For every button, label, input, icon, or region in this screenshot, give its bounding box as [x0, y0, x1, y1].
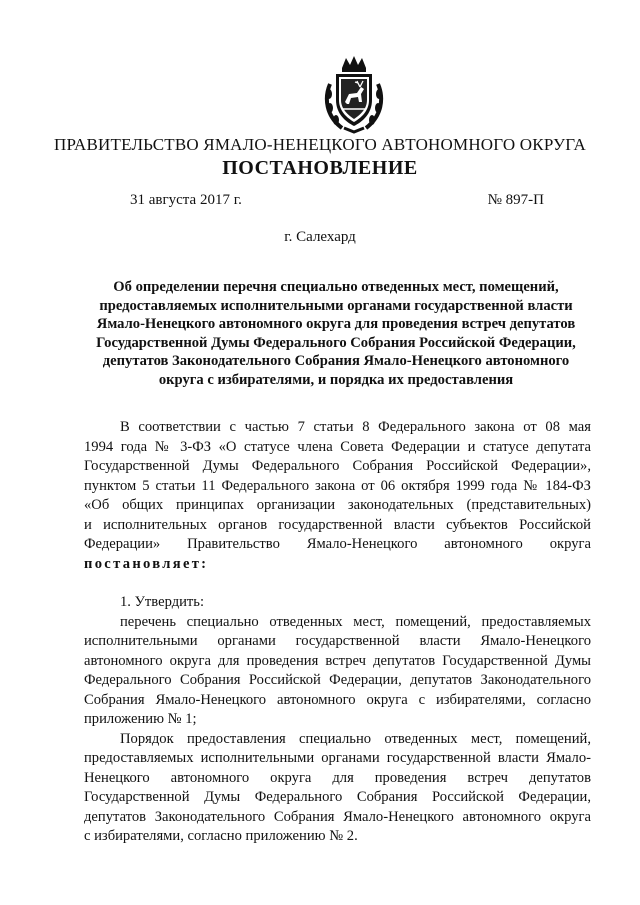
- title-line: Об определении перечня специально отведенных мест, помещений,: [113, 279, 559, 295]
- body-line: «Об общих принципах организации законодательных (представительных): [84, 497, 591, 513]
- paragraph-gap: [84, 574, 591, 593]
- body-line: В соответствии с частью 7 статьи 8 Федерального закона от 08 мая: [120, 419, 591, 435]
- preamble-paragraph: [84, 418, 591, 574]
- body-line: Собрания Ямало-Ненецкого автономного округа с избирателями, согласно: [84, 691, 591, 708]
- title-line: депутатов Законодательного Собрания Ямало-Ненецкого автономного: [102, 353, 570, 370]
- body-line: исполнительными органами государственной власти Ямало-Ненецкого: [84, 633, 591, 649]
- body-line: депутатов Законодательного Собрания Ямало-Ненецкого автономного округа: [84, 808, 591, 825]
- title-line: Ямало-Ненецкого автономного округа для проведения встреч депутатов: [96, 316, 576, 333]
- body-line: Федерального Собрания Российской Федерации, депутатов Законодательного: [84, 672, 591, 688]
- government-name: ПРАВИТЕЛЬСТВО ЯМАЛО-НЕНЕЦКОГО АВТОНОМНОГО ОКРУГА: [54, 135, 586, 154]
- item-1a-paragraph: [84, 613, 591, 730]
- title-line: округа с избирателями, и порядка их предоставления: [158, 371, 514, 388]
- document-number: № 897-П: [487, 192, 544, 208]
- coat-of-arms-emblem: [322, 54, 386, 134]
- item-1b-paragraph: [84, 730, 591, 847]
- body-line: Порядок предоставления специально отведенных мест, помещений,: [120, 730, 591, 747]
- body-line: приложению № 1;: [84, 711, 197, 727]
- body-line: Федерации» Правительство Ямало-Ненецкого автономного округа: [84, 536, 591, 552]
- body-line: предоставляемых исполнительными органами государственной власти Ямало-: [84, 750, 591, 766]
- title-line: Государственной Думы Федерального Собрания Российской Федерации,: [96, 334, 576, 351]
- body-line: с избирателями, согласно приложению № 2.: [84, 828, 358, 844]
- body-line: Государственной Думы Федерального Собрания Российской Федерации»,: [84, 458, 591, 474]
- body-line: пунктом 5 статьи 11 Федерального закона от 06 октября 1999 года № 184-ФЗ: [84, 477, 591, 494]
- body-line: 1994 года № 3-ФЗ «О статусе члена Совета Федерации и статусе депутата: [84, 438, 591, 455]
- item-1-heading: 1. Утвердить:: [120, 594, 205, 610]
- body-line: Государственной Думы Федерального Собрания Российской Федерации,: [84, 789, 591, 805]
- document-city: г. Салехард: [284, 229, 356, 245]
- body-line: автономного округа для проведения встреч депутатов Государственной Думы: [84, 652, 591, 669]
- body-line: Ненецкого автономного округа для проведения встреч депутатов: [84, 769, 591, 786]
- body-line: перечень специально отведенных мест, помещений, предоставляемых: [120, 613, 591, 630]
- document-date: 31 августа 2017 г.: [130, 192, 242, 208]
- document-title: [80, 278, 592, 390]
- body-line: и исполнительных органов государственной власти субъектов Российской: [84, 516, 591, 533]
- document-body: [84, 418, 591, 847]
- resolves-word: постановляет:: [84, 555, 209, 572]
- document-type: ПОСТАНОВЛЕНИЕ: [222, 157, 418, 179]
- title-line: предоставляемых исполнительными органами государственной власти: [99, 297, 573, 314]
